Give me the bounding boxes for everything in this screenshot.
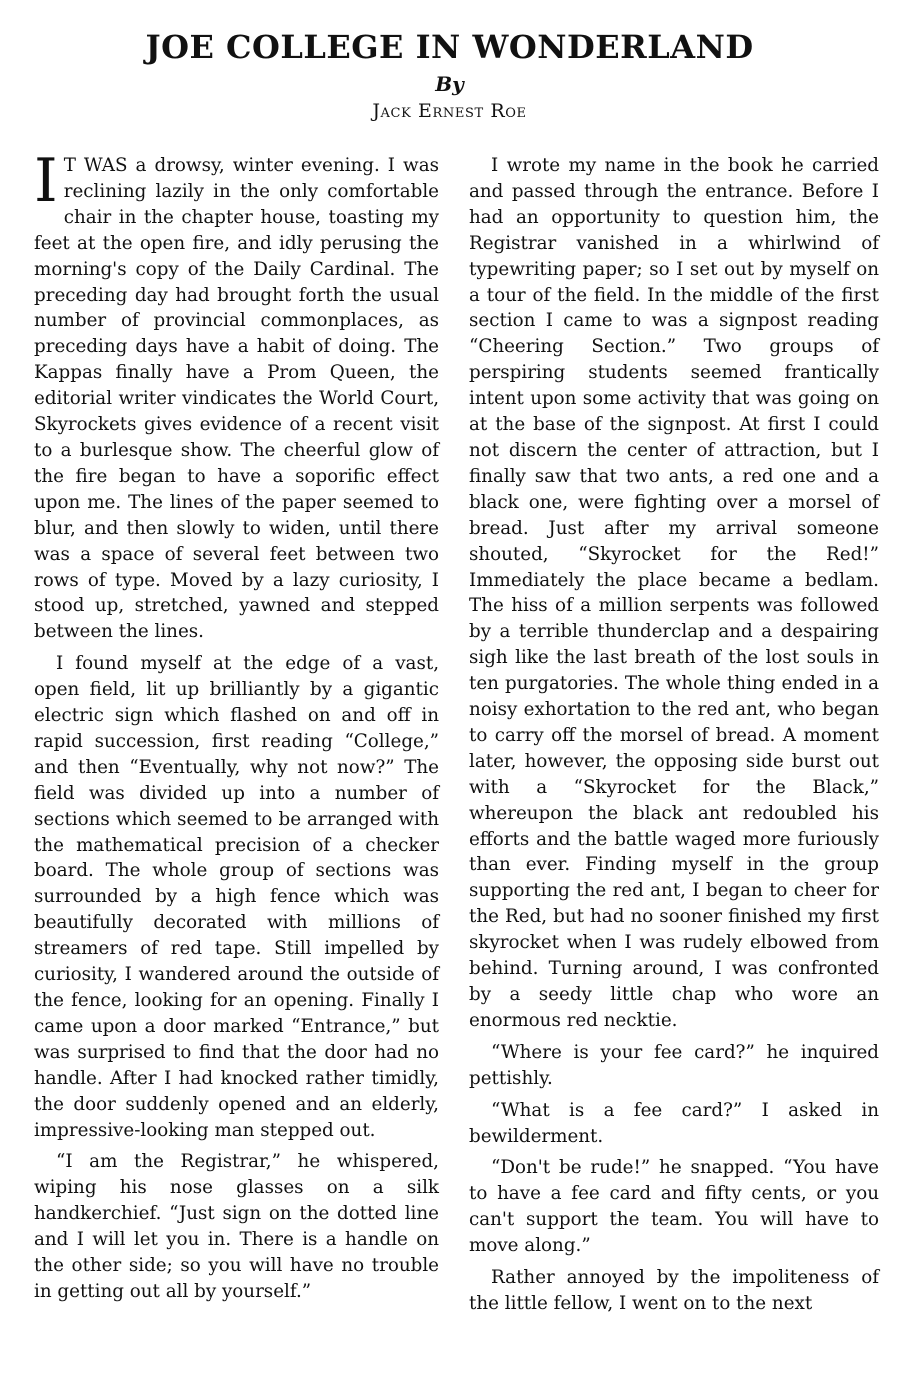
byline: By [435,72,464,96]
paragraph [34,146,439,645]
paragraph: “What is a fee card?” I asked in bewilderment. [469,1099,879,1147]
paragraph: I wrote my name in the book he carried and passed through the entrance. Before I had an opportunity to question him, the Registrar vanished in a whirlwind of typewriting paper; so I set out by myself on a tour of the field. In the middle of the first section I came to was a signpost reading “Cheering Section.” Two groups of perspiring students seemed frantically intent upon some activity that was going on at the base of the signpost. At first I could not discern the center of attraction, but I finally saw that two ants, a red one and a black one, were fighting over a morsel of bread. Just after my arrival someone shouted, “Skyrocket for the Red!” Immediately the place became a bedlam. The hiss of a million serpents was followed by a terrible thunderclap and a despairing sigh like the last breath of the lost souls in ten purgatories. The whole thing ended in a noisy exhortation to the red ant, who began to carry off the morsel of bread. A moment later, however, the opposing side burst out with a “Skyrocket for the Black,” whereupon the black ant redoubled his efforts and the battle waged more furiously than ever. Finding myself in the group supporting the red ant, I began to cheer for the Red, but had no sooner finished my first skyrocket when I was rudely elbowed from behind. Turning around, I was confronted by a seedy little chap who wore an enormous red necktie. [469,155,879,1031]
left-column [34,146,439,1311]
article-title: JOE COLLEGE IN WONDERLAND [145,28,754,66]
author-name: Jack Ernest Roe [372,100,527,122]
paragraph: “I am the Registrar,” he whispered, wiping his nose glasses on a silk handkerchief. “Just sign on the dotted line and I will let you in. There is a handle on the other side; so you will have no trouble in getting out all by yourself.” [34,1151,439,1302]
drop-cap: I [34,146,58,216]
right-column [469,153,879,1323]
paragraph-text: a drowsy, winter evening. I was reclining lazily in the only comfortable chair in the chapter house, toasting my feet at the open fire, and idly perusing the morning's copy of the Daily Cardinal. The preceding day had brought forth the usual number of provincial commonplaces, as preceding days have a habit of doing. The Kappas finally have a Prom Queen, the editorial writer vindicates the World Court, Skyrockets gives evidence of a recent visit to a burlesque show. The cheerful glow of the fire began to have a soporific effect upon me. The lines of the paper seemed to blur, and then slowly to widen, until there was a space of several feet between two rows of type. Moved by a lazy curiosity, I stood up, stretched, yawned and stepped between the lines. [34,155,439,643]
paragraph: “Don't be rude!” he snapped. “You have to have a fee card and fifty cents, or you can't support the team. You will have to move along.” [469,1157,879,1257]
paragraph: Rather annoyed by the impoliteness of the little fellow, I went on to the next [469,1267,879,1314]
lead-caps: T WAS [63,155,128,176]
paragraph: “Where is your fee card?” he inquired pettishly. [469,1041,879,1089]
paragraph: I found myself at the edge of a vast, open field, lit up brilliantly by a gigantic electric sign which flashed on and off in rapid succession, first reading “College,” and then “Eventually, why not now?” The field was divided up into a number of sections which seemed to be arranged with the mathematical precision of a checker board. The whole group of sections was surrounded by a high fence which was beautifully decorated with millions of streamers of red tape. Still impelled by curiosity, I wandered around the outside of the fence, looking for an opening. Finally I came upon a door marked “Entrance,” but was surprised to find that the door had no handle. After I had knocked rather timidly, the door suddenly opened and an elderly, impressive-looking man stepped out. [34,653,439,1141]
